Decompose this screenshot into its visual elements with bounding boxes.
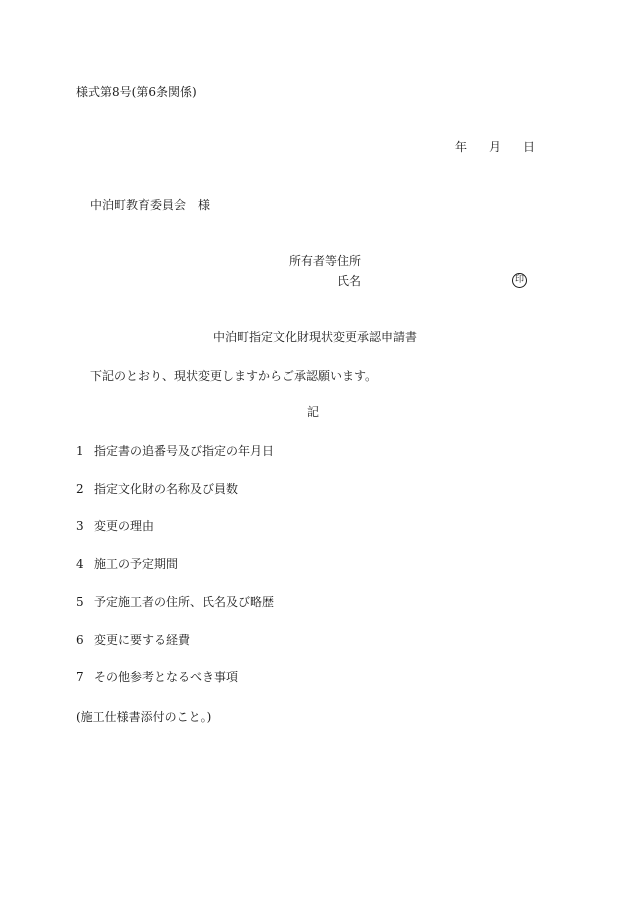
item-text: その他参考となるべき事項 <box>94 670 239 684</box>
item-text: 変更に要する経費 <box>94 633 191 647</box>
addressee-name: 中泊町教育委員会 <box>90 198 187 212</box>
ki-heading: 記 <box>307 405 320 419</box>
list-item <box>76 634 190 646</box>
item-text: 変更の理由 <box>94 519 155 533</box>
list-item <box>76 483 238 495</box>
note-text: (施工仕様書添付のこと。) <box>76 710 212 724</box>
addressee-honorific: 様 <box>198 198 211 212</box>
list-item <box>76 520 154 532</box>
date-month-label: 月 <box>489 140 502 154</box>
owner-address-label: 所有者等住所 <box>289 254 362 268</box>
item-text: 指定書の追番号及び指定の年月日 <box>94 444 275 458</box>
form-number: 様式第8号(第6条関係) <box>76 85 197 99</box>
intro-text: 下記のとおり、現状変更しますからご承認願います。 <box>90 369 378 383</box>
list-item <box>76 671 238 683</box>
list-item <box>76 596 274 608</box>
item-text: 予定施工者の住所、氏名及び略歴 <box>94 595 275 609</box>
item-number: 5 <box>76 595 84 609</box>
addressee <box>90 199 210 211</box>
item-number: 3 <box>76 519 84 533</box>
item-number: 7 <box>76 670 84 684</box>
list-item <box>76 445 274 457</box>
date-day-label: 日 <box>523 140 536 154</box>
document-title: 中泊町指定文化財現状変更承認申請書 <box>213 330 418 344</box>
item-text: 施工の予定期間 <box>94 557 179 571</box>
item-number: 6 <box>76 633 84 647</box>
owner-name-label: 氏名 <box>337 274 362 288</box>
list-item <box>76 558 178 570</box>
date-line <box>455 141 535 153</box>
item-number: 2 <box>76 482 84 496</box>
seal-mark: 印 <box>512 273 527 288</box>
item-text: 指定文化財の名称及び員数 <box>94 482 239 496</box>
item-number: 4 <box>76 557 84 571</box>
date-year-label: 年 <box>455 140 468 154</box>
item-number: 1 <box>76 444 84 458</box>
